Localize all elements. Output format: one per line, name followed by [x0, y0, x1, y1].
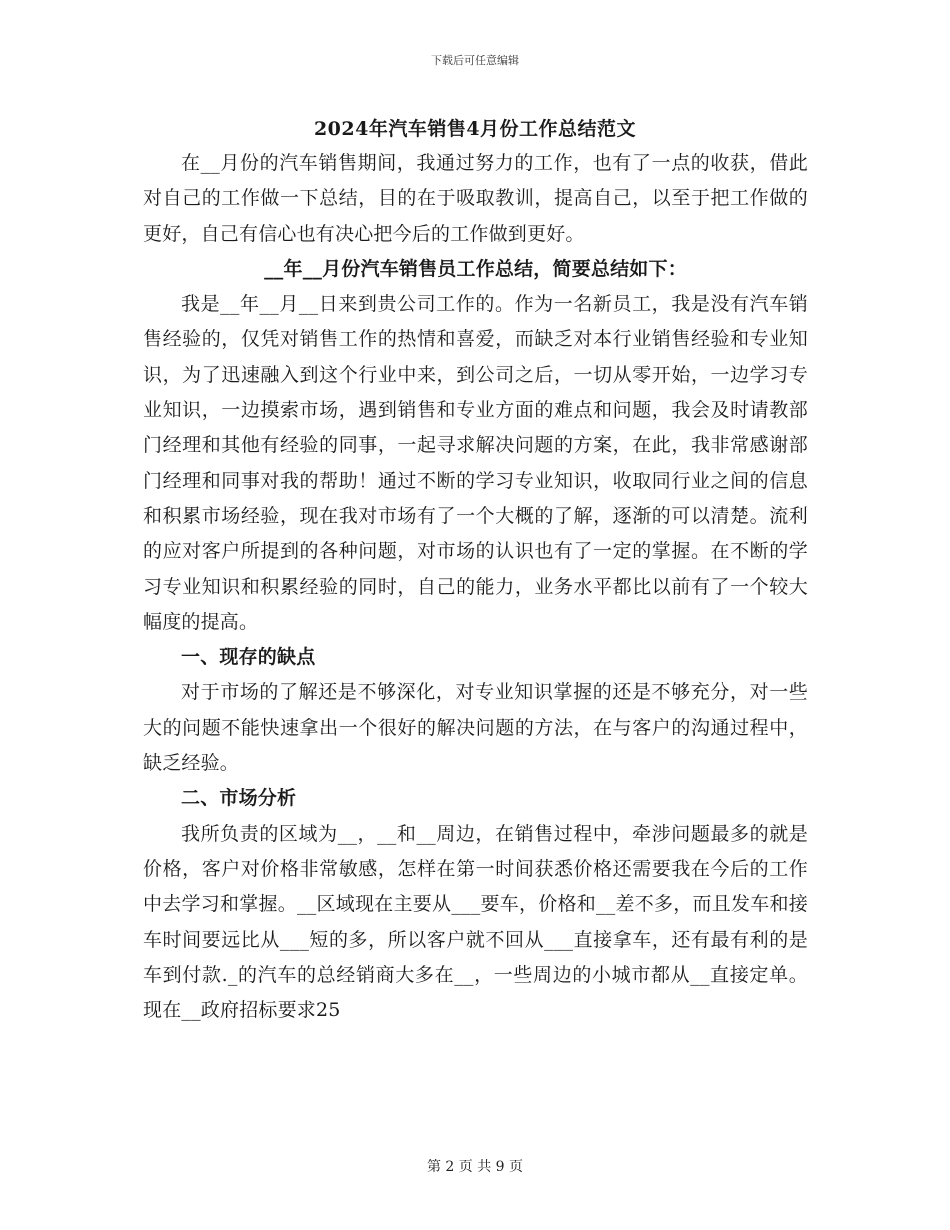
document-title: 2024年汽车销售4月份工作总结范文: [313, 118, 637, 140]
document-body: [143, 146, 808, 1028]
section-heading-shortcomings: 一、现存的缺点: [181, 646, 316, 669]
intro-paragraph: 在__月份的汽车销售期间，我通过努力的工作，也有了一点的收获，借此对自己的工作做一下总结，目的在于吸取教训，提高自己，以至于把工作做的更好，自己有信心也有决心把今后的工作做到更好。: [143, 152, 808, 245]
summary-subtitle: __年__月份汽车销售员工作总结，简要总结如下：: [264, 257, 687, 280]
body-paragraph-experience: 我是__年__月__日来到贵公司工作的。作为一名新员工，我是没有汽车销售经验的，仅凭对销售工作的热情和喜爱，而缺乏对本行业销售经验和专业知识，为了迅速融入到这个行业中来，到公司之后，一切从零开始，一边学习专业知识，一边摸索市场，遇到销售和专业方面的难点和问题，我会及时请教部门经理和其他有经验的同事，一起寻求解决问题的方案，在此，我非常感谢部门经理和同事对我的帮助！通过不断的学习专业知识，收取同行业之间的信息和积累市场经验，现在我对市场有了一个大概的了解，逐渐的可以清楚。流利的应对客户所提到的各种问题，对市场的认识也有了一定的掌握。在不断的学习专业知识和积累经验的同时，自己的能力，业务水平都比以前有了一个较大幅度的提高。: [143, 293, 808, 633]
body-paragraph-shortcomings: 对于市场的了解还是不够深化，对专业知识掌握的还是不够充分，对一些大的问题不能快速拿出一个很好的解决问题的方法，在与客户的沟通过程中，缺乏经验。: [143, 681, 808, 775]
section-heading-market-analysis: 二、市场分析: [181, 787, 297, 810]
header-note: 下载后可任意编辑: [431, 54, 519, 67]
page-number-footer: 第 2 页 共 9 页: [426, 1159, 524, 1175]
body-paragraph-market-analysis: 我所负责的区域为__，__和__周边，在销售过程中，牵涉问题最多的就是价格，客户对价格非常敏感，怎样在第一时间获悉价格还需要我在今后的工作中去学习和掌握。__区域现在主要从___要车，价格和__差不多，而且发车和接车时间要远比从___短的多，所以客户就不回从___直接拿车，还有最有利的是车到付款._的汽车的总经销商大多在__，一些周边的小城市都从__直接定单。现在__政府招标要求25: [143, 822, 808, 1022]
